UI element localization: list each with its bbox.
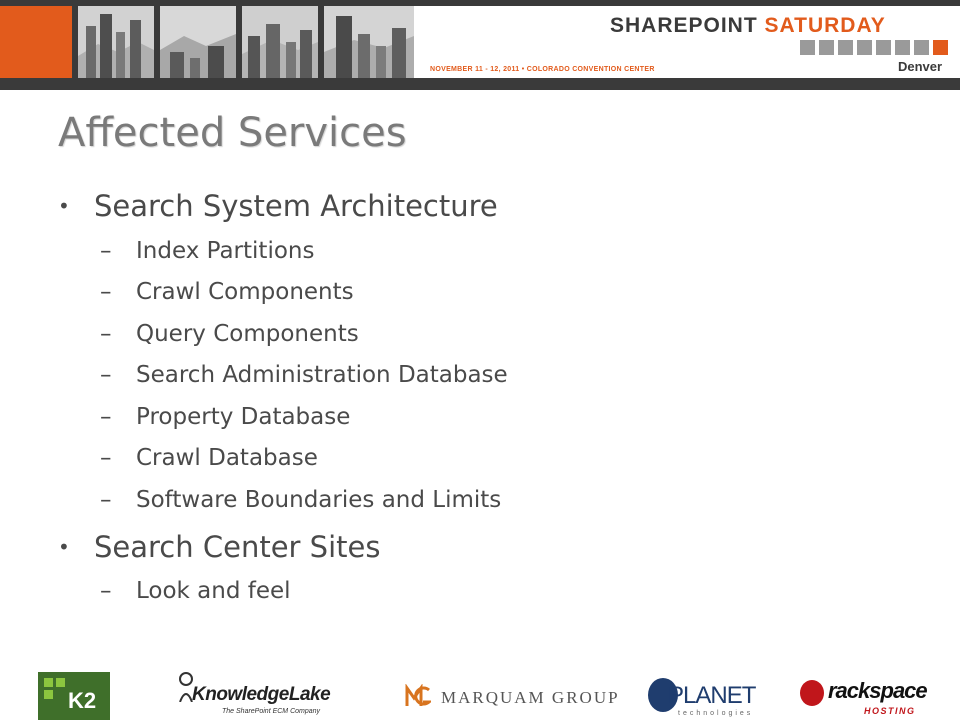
rackspace-subtitle: HOSTING: [864, 706, 916, 716]
brand-square: [914, 40, 929, 55]
knowledgelake-tagline: The SharePoint ECM Company: [222, 708, 321, 715]
sub-bullet-item: [58, 313, 918, 355]
bullet-item: [58, 184, 918, 228]
brand-square: [857, 40, 872, 55]
brand-word-sharepoint: SHAREPOINT: [610, 14, 758, 37]
dash-icon: –: [100, 486, 112, 513]
sub-bullet-text: Query Components: [136, 320, 359, 347]
slide-content: [58, 184, 918, 616]
dash-icon: –: [100, 403, 112, 430]
dash-icon: –: [100, 445, 112, 472]
brand-squares: [800, 40, 948, 55]
brand-word-saturday: SATURDAY: [764, 14, 886, 37]
knowledgelake-logo: [178, 670, 338, 720]
knowledgelake-name: KnowledgeLake: [192, 684, 331, 705]
banner-bottom-bar: [0, 78, 960, 90]
planet-subtitle: technologies: [678, 710, 754, 717]
sub-bullet-list: [58, 230, 918, 521]
city-photo-4: [324, 6, 414, 78]
sub-bullet-item: [58, 479, 918, 521]
orange-accent-block: [0, 6, 72, 78]
dash-icon: –: [100, 237, 112, 264]
rackspace-name: rackspace: [828, 678, 927, 703]
dash-icon: –: [100, 279, 112, 306]
k2-logo-square: [44, 690, 53, 699]
sub-bullet-text: Crawl Database: [136, 445, 318, 472]
event-date-location: NOVEMBER 11 - 12, 2011 • COLORADO CONVENTION CENTER: [430, 66, 655, 73]
brand-square: [800, 40, 815, 55]
city-photo-3: [242, 6, 318, 78]
sub-bullet-text: Crawl Components: [136, 279, 354, 306]
bullet-icon: •: [58, 534, 70, 559]
sub-bullet-item: [58, 355, 918, 397]
k2-logo-square: [56, 678, 65, 687]
sub-bullet-text: Software Boundaries and Limits: [136, 486, 502, 513]
sub-bullet-text: Search Administration Database: [136, 362, 508, 389]
rackspace-icon: [800, 680, 824, 706]
marquam-group-name: MARQUAM GROUP: [441, 688, 620, 707]
sub-bullet-text: Index Partitions: [136, 237, 315, 264]
brand-square: [895, 40, 910, 55]
brand-square: [876, 40, 891, 55]
sub-bullet-list: [58, 571, 918, 613]
brand-square-accent: [933, 40, 948, 55]
k2-logo-text: K2: [68, 688, 97, 713]
brand-square: [838, 40, 853, 55]
k2-logo: [38, 672, 110, 720]
brand-square: [819, 40, 834, 55]
event-city: Denver: [898, 59, 943, 74]
dash-icon: –: [100, 578, 112, 605]
dash-icon: –: [100, 362, 112, 389]
k2-logo-square: [44, 678, 53, 687]
sub-bullet-item: [58, 272, 918, 314]
bullet-icon: •: [58, 194, 70, 218]
conference-brand: [610, 14, 886, 38]
planet-name: PLANET: [668, 682, 756, 709]
bullet-text: Search Center Sites: [94, 529, 381, 564]
sub-bullet-item: [58, 571, 918, 613]
sponsor-logo-strip: [0, 668, 960, 720]
sub-bullet-item: [58, 438, 918, 480]
bullet-item: [58, 525, 918, 569]
bullet-text: Search System Architecture: [94, 189, 498, 223]
sub-bullet-item: [58, 230, 918, 272]
city-photo-1: [78, 6, 154, 78]
header-banner: [0, 0, 960, 90]
marquam-mark-icon: [405, 684, 431, 708]
slide-title: Affected Services: [58, 110, 407, 156]
sub-bullet-text: Property Database: [136, 403, 351, 430]
sub-bullet-text: Look and feel: [136, 578, 291, 605]
city-photo-2: [160, 6, 236, 78]
dash-icon: –: [100, 320, 112, 347]
sub-bullet-item: [58, 396, 918, 438]
